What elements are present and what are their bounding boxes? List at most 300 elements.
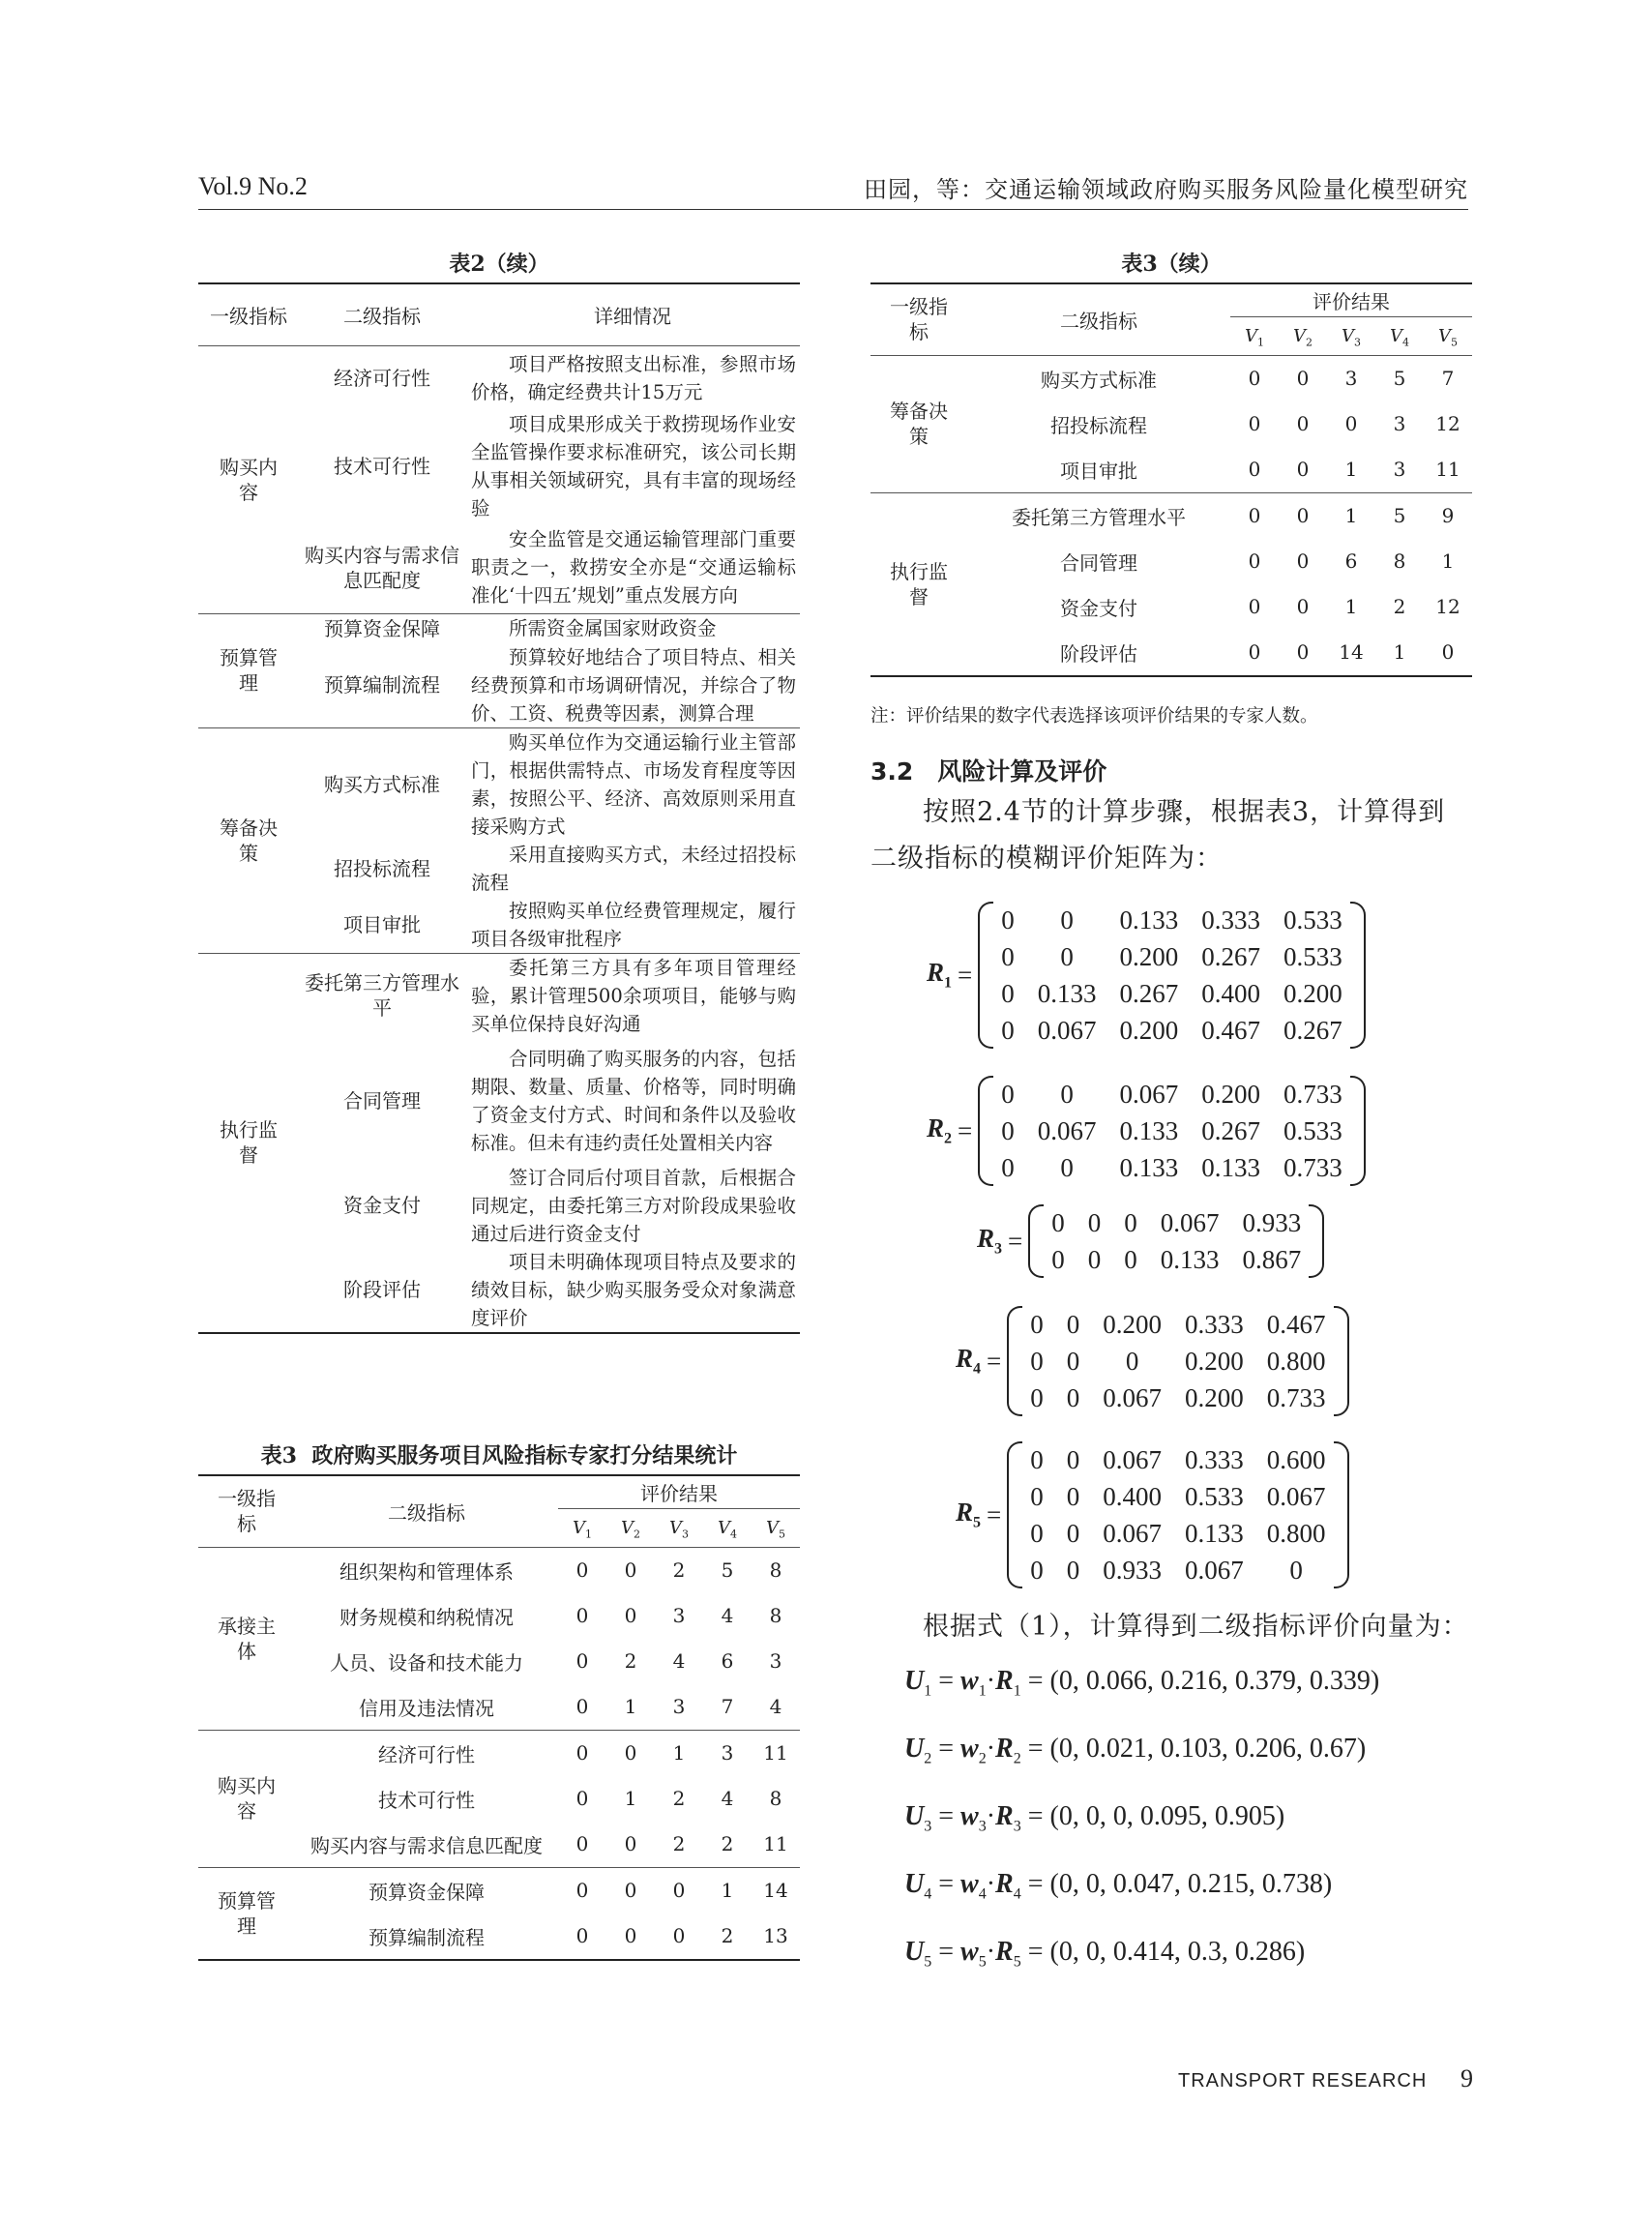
t3-header-v bbox=[1279, 316, 1327, 355]
t3-row bbox=[198, 1867, 800, 1914]
t3-score: 3 bbox=[721, 1741, 734, 1765]
matrix-cell: 0 bbox=[1030, 1444, 1044, 1474]
vector-symbol: R bbox=[995, 1734, 1014, 1764]
v-sub: 2 bbox=[1306, 336, 1313, 349]
t3-score: 1 bbox=[624, 1787, 637, 1810]
table2 bbox=[198, 282, 800, 1334]
t3-score: 0 bbox=[575, 1924, 589, 1947]
t3-item: 招投标流程 bbox=[1050, 413, 1147, 437]
t2-detail bbox=[465, 1038, 800, 1164]
running-header-volume: Vol.9 No.2 bbox=[198, 172, 308, 200]
v-label: $V_1$ bbox=[573, 1517, 592, 1541]
matrix-body bbox=[1028, 1204, 1324, 1278]
t3-score: 0 bbox=[558, 1684, 606, 1731]
t2-detail bbox=[465, 897, 800, 954]
matrix-cell: 0 bbox=[1066, 1382, 1080, 1412]
t2-item: 阶段评估 bbox=[299, 1248, 465, 1333]
vector-U4: $U_4 = w_4\cdot R_4 = (0$, 0, 0.047, 0.215, 0.738) bbox=[904, 1869, 1333, 1903]
t3-group-name: 执行监督 bbox=[890, 559, 948, 608]
t3-score: 1 bbox=[606, 1684, 655, 1731]
matrix-symbol: R bbox=[956, 1344, 974, 1374]
table3-caption bbox=[198, 1439, 800, 1469]
matrix-label bbox=[927, 958, 952, 992]
t2-group-name: 筹备决策 bbox=[198, 727, 299, 953]
matrix-cell: 0 bbox=[1051, 1207, 1065, 1237]
vector-subscript: 1 bbox=[1013, 1682, 1021, 1700]
table3-note: 注：评价结果的数字代表选择该项评价结果的专家人数。 bbox=[870, 706, 1318, 727]
t3-score: 4 bbox=[721, 1787, 734, 1810]
vector-subscript: 2 bbox=[924, 1750, 932, 1767]
t3-header-v bbox=[703, 1508, 752, 1547]
matrix-table bbox=[1040, 1204, 1313, 1278]
matrix-cell: 0.067 bbox=[1119, 1079, 1179, 1109]
matrix-cell: 0 bbox=[1060, 1152, 1074, 1182]
t3-score: 4 bbox=[752, 1684, 800, 1731]
table2-caption: 表2（续） bbox=[449, 252, 549, 277]
t3-score: 3 bbox=[1393, 412, 1406, 435]
t3-score: 0 bbox=[1296, 640, 1310, 664]
equals-sign: = bbox=[958, 1115, 973, 1145]
t3-header-v bbox=[1375, 316, 1424, 355]
t3-group-name: 筹备决策 bbox=[870, 355, 967, 492]
matrix-cell: 0.133 bbox=[1185, 1518, 1244, 1548]
matrix-row bbox=[989, 1076, 1354, 1112]
matrix-cell: 0 bbox=[1060, 941, 1074, 971]
matrix-cell: 0.267 bbox=[1201, 1115, 1260, 1145]
right-bracket bbox=[1350, 902, 1366, 1049]
left-bracket bbox=[978, 1076, 993, 1186]
table3-caption-title: 政府购买服务项目风险指标专家打分结果统计 bbox=[311, 1443, 738, 1468]
v-label: $V_4$ bbox=[718, 1517, 737, 1541]
matrix-symbol: R bbox=[977, 1224, 995, 1254]
t2-detail bbox=[465, 522, 800, 614]
vector-symbol: U bbox=[904, 1937, 925, 1967]
vector-subscript: 3 bbox=[978, 1818, 987, 1835]
t3-score: 8 bbox=[769, 1604, 782, 1627]
vector-subscript: 1 bbox=[978, 1682, 987, 1700]
vector-symbol: R bbox=[995, 1666, 1014, 1696]
t3-item: 阶段评估 bbox=[1060, 641, 1137, 666]
t3-score: 4 bbox=[721, 1604, 734, 1627]
t3-header-result: 评价结果 bbox=[558, 1475, 800, 1508]
t3-score: 11 bbox=[763, 1741, 788, 1765]
matrix-symbol: R bbox=[927, 1113, 945, 1143]
t3-score: 14 bbox=[763, 1879, 788, 1902]
matrix-cell: 0.067 bbox=[1037, 1015, 1097, 1045]
v-sub: 4 bbox=[1402, 336, 1409, 349]
t3-item: 技术可行性 bbox=[378, 1788, 475, 1812]
t3-group-name: 预算管理 bbox=[218, 1888, 276, 1938]
t3-score: 0 bbox=[575, 1649, 589, 1673]
matrix-cell: 0.133 bbox=[1037, 978, 1097, 1008]
t3-item: 项目审批 bbox=[967, 447, 1230, 493]
matrix-cell: 0 bbox=[1051, 1244, 1065, 1274]
matrix-cell: 0.067 bbox=[1103, 1382, 1162, 1412]
matrix-cell: 0 bbox=[1060, 905, 1074, 934]
matrix-cell: 0.600 bbox=[1266, 1444, 1326, 1474]
t3-score: 6 bbox=[721, 1649, 734, 1673]
page-number: 9 bbox=[1460, 2064, 1473, 2092]
t3-score: 7 bbox=[703, 1684, 752, 1731]
t3-score: 0 bbox=[1248, 412, 1261, 435]
equals-sign: = bbox=[1008, 1226, 1023, 1256]
matrix-cell: 0.067 bbox=[1185, 1555, 1244, 1585]
t3-score: 0 bbox=[558, 1822, 606, 1868]
matrix-cell: 0 bbox=[1125, 1346, 1139, 1376]
matrix-cell: 0.200 bbox=[1201, 1079, 1260, 1109]
t2-item: 合同管理 bbox=[343, 1088, 421, 1112]
v-sub: 3 bbox=[1354, 336, 1361, 349]
t3-score: 1 bbox=[1327, 447, 1375, 493]
t2-detail bbox=[465, 1164, 800, 1248]
t2-detail bbox=[465, 727, 800, 841]
matrix-cell: 0.733 bbox=[1283, 1152, 1342, 1182]
t3-score: 2 bbox=[703, 1822, 752, 1868]
t3-score: 3 bbox=[1344, 367, 1358, 390]
t3-score: 1 bbox=[1344, 504, 1358, 527]
vector-U1: $U_1 = w_1\cdot R_1 = (0$, 0.066, 0.216, 0.379, 0.339) bbox=[904, 1666, 1380, 1700]
equals-sign: = bbox=[987, 1346, 1002, 1376]
matrix-cell: 0.133 bbox=[1201, 1152, 1260, 1182]
t3-score: 0 bbox=[624, 1879, 637, 1902]
matrix-cell: 0.533 bbox=[1283, 905, 1342, 934]
t3-score: 3 bbox=[769, 1649, 782, 1673]
t3-row bbox=[198, 1730, 800, 1776]
t3-item: 购买内容与需求信息匹配度 bbox=[295, 1822, 558, 1868]
matrix-cell: 0.867 bbox=[1242, 1244, 1302, 1274]
v-label: $V_3$ bbox=[669, 1517, 689, 1541]
matrix-cell: 0 bbox=[1030, 1518, 1044, 1548]
matrix-row bbox=[1018, 1441, 1337, 1478]
matrix-row bbox=[1018, 1552, 1337, 1588]
t3-score: 0 bbox=[624, 1604, 637, 1627]
matrix-cell: 0 bbox=[1001, 978, 1015, 1008]
t3-score: 0 bbox=[1296, 367, 1310, 390]
matrix-cell: 0 bbox=[1001, 1079, 1015, 1109]
vector-symbol: U bbox=[904, 1734, 925, 1764]
t2-detail-text: 安全监管是交通运输管理部门重要职责之一，救捞安全亦是“交通运输标准化‘十四五’规划”重点发展方向 bbox=[471, 528, 796, 607]
matrix-R2 bbox=[927, 1076, 1366, 1186]
left-bracket bbox=[978, 902, 993, 1049]
t3-header-v bbox=[606, 1508, 655, 1547]
t3-score: 6 bbox=[1344, 549, 1358, 573]
left-bracket bbox=[1007, 1441, 1022, 1588]
t3-score: 0 bbox=[575, 1558, 589, 1582]
v-label: $V_2$ bbox=[1293, 325, 1313, 349]
matrix-label bbox=[956, 1344, 981, 1378]
t2-detail-text: 委托第三方具有多年项目管理经验，累计管理500余项项目，能够与购买单位保持良好沟通 bbox=[471, 956, 796, 1035]
matrix-cell: 0.733 bbox=[1266, 1382, 1326, 1412]
matrix-cell: 0.267 bbox=[1119, 978, 1179, 1008]
table3-caption-number: 表3 bbox=[260, 1443, 297, 1468]
v-label: $V_3$ bbox=[1342, 325, 1361, 349]
t3-item: 资金支付 bbox=[1060, 596, 1137, 620]
t3-score: 0 bbox=[575, 1879, 589, 1902]
t3-score: 1 bbox=[1441, 549, 1455, 573]
matrix-label bbox=[956, 1498, 981, 1531]
vector-subscript: 2 bbox=[978, 1750, 987, 1767]
t2-header-detail: 详细情况 bbox=[594, 304, 671, 328]
matrix-cell: 0 bbox=[1001, 1015, 1015, 1045]
vector-subscript: 3 bbox=[924, 1818, 932, 1835]
matrix-table bbox=[989, 902, 1354, 1049]
matrix-cell: 0 bbox=[1124, 1207, 1137, 1237]
t3-item: 预算资金保障 bbox=[369, 1880, 485, 1904]
t2-item: 资金支付 bbox=[343, 1194, 421, 1217]
t3-score: 2 bbox=[721, 1924, 734, 1947]
t3-score: 2 bbox=[1393, 595, 1406, 618]
t3-score: 0 bbox=[575, 1787, 589, 1810]
matrix-symbol: R bbox=[956, 1498, 974, 1528]
t3-header-row bbox=[870, 283, 1472, 316]
right-bracket bbox=[1350, 1076, 1366, 1186]
matrix-R3 bbox=[977, 1204, 1324, 1278]
equals-sign: = bbox=[958, 960, 973, 990]
matrix-cell: 0.067 bbox=[1103, 1518, 1162, 1548]
t2-item: 经济可行性 bbox=[334, 366, 430, 390]
right-bracket bbox=[1334, 1441, 1349, 1588]
t2-row bbox=[198, 953, 800, 1038]
table3-cont-caption: 表3（续） bbox=[1121, 252, 1222, 277]
vector-subscript: 3 bbox=[1013, 1818, 1021, 1835]
matrix-cell: 0.533 bbox=[1185, 1481, 1244, 1511]
t3-score: 0 bbox=[1296, 504, 1310, 527]
vector-value: (0, 0, 0.047, 0.215, 0.738) bbox=[1049, 1869, 1333, 1899]
matrix-cell: 0.333 bbox=[1201, 905, 1260, 934]
t2-item: 预算资金保障 bbox=[324, 616, 440, 640]
t2-detail bbox=[465, 410, 800, 522]
v-sub: 1 bbox=[585, 1528, 592, 1541]
t3-row bbox=[198, 1547, 800, 1593]
matrix-cell: 0.067 bbox=[1266, 1481, 1326, 1511]
matrix-cell: 0 bbox=[1066, 1555, 1080, 1585]
t3-row bbox=[870, 492, 1472, 539]
matrix-row bbox=[989, 1012, 1354, 1049]
t3-score: 8 bbox=[1393, 549, 1406, 573]
table3-part2 bbox=[870, 282, 1472, 677]
matrix-cell: 0.733 bbox=[1283, 1079, 1342, 1109]
matrix-cell: 0.200 bbox=[1119, 941, 1179, 971]
t3-score: 0 bbox=[624, 1741, 637, 1765]
matrix-row bbox=[989, 975, 1354, 1012]
vector-U5: $U_5 = w_5\cdot R_5 = (0$, 0, 0.414, 0.3, 0.286) bbox=[904, 1937, 1306, 1971]
vector-symbol: R bbox=[995, 1869, 1014, 1899]
t3-score: 0 bbox=[672, 1879, 686, 1902]
matrix-symbol: R bbox=[927, 958, 945, 988]
footer-journal: TRANSPORT RESEARCH bbox=[1178, 2070, 1428, 2092]
t3-score: 8 bbox=[769, 1558, 782, 1582]
t2-row bbox=[198, 345, 800, 410]
matrix-cell: 0 bbox=[1001, 1152, 1015, 1182]
vector-value: (0, 0.066, 0.216, 0.379, 0.339) bbox=[1049, 1666, 1380, 1696]
left-bracket bbox=[1007, 1306, 1022, 1416]
vector-subscript: 5 bbox=[1013, 1953, 1021, 1971]
t3-score: 0 bbox=[624, 1558, 637, 1582]
matrix-cell: 0.333 bbox=[1185, 1444, 1244, 1474]
t3-score: 5 bbox=[721, 1558, 734, 1582]
t3-item: 合同管理 bbox=[1060, 550, 1137, 575]
matrix-subscript: 4 bbox=[973, 1360, 982, 1378]
t3-score: 3 bbox=[672, 1604, 686, 1627]
matrix-cell: 0 bbox=[1060, 1079, 1074, 1109]
t3-score: 0 bbox=[672, 1924, 686, 1947]
t2-detail bbox=[465, 613, 800, 643]
t3-score: 0 bbox=[1248, 504, 1261, 527]
t3-header-level2: 二级指标 bbox=[967, 283, 1230, 355]
t2-header-level2: 二级指标 bbox=[343, 304, 421, 328]
t3-score: 5 bbox=[1393, 504, 1406, 527]
t2-header-level1: 一级指标 bbox=[210, 304, 287, 328]
v-label: $V_4$ bbox=[1390, 325, 1409, 349]
matrix-cell: 0.933 bbox=[1242, 1207, 1302, 1237]
section-paragraph-2: 根据式（1），计算得到二级指标评价向量为： bbox=[923, 1612, 1469, 1642]
vector-subscript: 4 bbox=[978, 1885, 987, 1903]
t3-score: 9 bbox=[1441, 504, 1455, 527]
t3-score: 0 bbox=[1279, 447, 1327, 493]
vector-symbol: w bbox=[960, 1666, 979, 1696]
section-paragraph-1: 按照2.4节的计算步骤，根据表3，计算得到二级指标的模糊评价矩阵为： bbox=[870, 797, 1446, 874]
t2-detail bbox=[465, 1248, 800, 1333]
t3-score: 0 bbox=[1296, 595, 1310, 618]
matrix-cell: 0.267 bbox=[1283, 1015, 1342, 1045]
matrix-cell: 0.133 bbox=[1119, 1115, 1179, 1145]
t3-score: 4 bbox=[672, 1649, 686, 1673]
matrix-table bbox=[989, 1076, 1354, 1186]
t3-score: 2 bbox=[672, 1558, 686, 1582]
equals-sign: = bbox=[987, 1499, 1002, 1529]
matrix-row bbox=[1018, 1306, 1337, 1343]
vector-symbol: w bbox=[960, 1734, 979, 1764]
vector-symbol: U bbox=[904, 1801, 925, 1831]
t2-group-name: 购买内容 bbox=[198, 345, 299, 613]
matrix-subscript: 5 bbox=[973, 1514, 982, 1531]
vector-symbol: w bbox=[960, 1869, 979, 1899]
matrix-cell: 0 bbox=[1030, 1309, 1044, 1339]
t2-item: 委托第三方管理水平 bbox=[305, 971, 459, 1020]
t3-header-v bbox=[558, 1508, 606, 1547]
vector-value: (0, 0, 0, 0.095, 0.905) bbox=[1049, 1801, 1285, 1831]
matrix-subscript: 1 bbox=[944, 974, 953, 992]
t2-detail-text: 按照购买单位经费管理规定，履行项目各级审批程序 bbox=[471, 899, 796, 950]
t2-detail-text: 签订合同后付项目首款，后根据合同规定，由委托第三方对阶段成果验收通过后进行资金支付 bbox=[471, 1166, 796, 1245]
matrix-cell: 0.200 bbox=[1185, 1346, 1244, 1376]
t3-header-v bbox=[1230, 316, 1279, 355]
matrix-cell: 0 bbox=[1066, 1309, 1080, 1339]
matrix-cell: 0.067 bbox=[1160, 1207, 1220, 1237]
v-sub: 5 bbox=[1451, 336, 1458, 349]
vector-symbol: U bbox=[904, 1869, 925, 1899]
t3-score: 0 bbox=[1296, 549, 1310, 573]
matrix-cell: 0 bbox=[1066, 1346, 1080, 1376]
vector-subscript: 4 bbox=[924, 1885, 932, 1903]
matrix-body bbox=[978, 902, 1366, 1049]
t3-score: 5 bbox=[1393, 367, 1406, 390]
t2-item: 项目审批 bbox=[299, 897, 465, 954]
t2-detail-text: 项目未明确体现项目特点及要求的绩效目标，缺少购买服务受众对象满意度评价 bbox=[471, 1250, 796, 1329]
t3-item: 组织架构和管理体系 bbox=[339, 1559, 514, 1584]
t3-header-level1: 一级指标 bbox=[198, 1475, 295, 1547]
right-bracket bbox=[1334, 1306, 1349, 1416]
t3-score: 0 bbox=[575, 1741, 589, 1765]
matrix-body bbox=[978, 1076, 1366, 1186]
t3-score: 1 bbox=[1393, 640, 1406, 664]
matrix-cell: 0 bbox=[1066, 1444, 1080, 1474]
t2-group-name: 执行监督 bbox=[198, 953, 299, 1333]
section-heading: 3.2 风险计算及评价 bbox=[870, 757, 1107, 786]
matrix-cell: 0.533 bbox=[1283, 941, 1342, 971]
matrix-cell: 0.400 bbox=[1103, 1481, 1162, 1511]
t3-score: 2 bbox=[672, 1787, 686, 1810]
matrix-R4 bbox=[956, 1306, 1349, 1416]
t2-item: 招投标流程 bbox=[334, 856, 430, 880]
header-rule bbox=[198, 209, 1468, 210]
t3-header-v bbox=[752, 1508, 800, 1547]
matrix-cell: 0 bbox=[1066, 1518, 1080, 1548]
matrix-cell: 0.800 bbox=[1266, 1518, 1326, 1548]
vector-subscript: 5 bbox=[924, 1953, 932, 1971]
t3-score: 0 bbox=[575, 1604, 589, 1627]
t3-score: 0 bbox=[1248, 367, 1261, 390]
matrix-cell: 0.267 bbox=[1201, 941, 1260, 971]
matrix-cell: 0.200 bbox=[1185, 1382, 1244, 1412]
matrix-cell: 0.067 bbox=[1103, 1444, 1162, 1474]
t3-header-v bbox=[1424, 316, 1472, 355]
t2-detail-text: 所需资金属国家财政资金 bbox=[509, 617, 717, 639]
v-sub: 1 bbox=[1257, 336, 1264, 349]
t3-score: 12 bbox=[1435, 412, 1460, 435]
t3-score: 0 bbox=[1230, 447, 1279, 493]
t2-detail bbox=[465, 643, 800, 728]
vector-value: (0, 0.021, 0.103, 0.206, 0.67) bbox=[1049, 1734, 1367, 1764]
matrix-cell: 0.067 bbox=[1037, 1115, 1097, 1145]
t3-score: 0 bbox=[1248, 595, 1261, 618]
matrix-R5 bbox=[956, 1441, 1349, 1588]
vector-U2: $U_2 = w_2\cdot R_2 = (0$, 0.021, 0.103, 0.206, 0.67) bbox=[904, 1734, 1367, 1767]
t3-score: 11 bbox=[752, 1822, 800, 1868]
t3-header-level2: 二级指标 bbox=[295, 1475, 558, 1547]
t3-score: 8 bbox=[769, 1787, 782, 1810]
t3-score: 2 bbox=[655, 1822, 703, 1868]
v-sub: 3 bbox=[682, 1528, 689, 1541]
t3-score: 0 bbox=[1248, 640, 1261, 664]
vector-subscript: 2 bbox=[1013, 1750, 1021, 1767]
t3-item: 人员、设备和技术能力 bbox=[330, 1650, 523, 1675]
t2-detail bbox=[465, 345, 800, 410]
vector-symbol: U bbox=[904, 1666, 925, 1696]
t3-score: 7 bbox=[1441, 367, 1455, 390]
vector-subscript: 5 bbox=[978, 1953, 987, 1971]
t2-detail-text: 项目严格按照支出标准，参照市场价格，确定经费共计15万元 bbox=[471, 352, 796, 403]
t3-score: 0 bbox=[606, 1822, 655, 1868]
matrix-cell: 0 bbox=[1087, 1244, 1102, 1274]
t3-row bbox=[870, 355, 1472, 401]
matrix-row bbox=[1018, 1343, 1337, 1380]
v-sub: 2 bbox=[634, 1528, 640, 1541]
matrix-row bbox=[1018, 1478, 1337, 1515]
vector-subscript: 1 bbox=[924, 1682, 932, 1700]
matrix-table bbox=[1018, 1306, 1337, 1416]
matrix-cell: 0.200 bbox=[1103, 1309, 1162, 1339]
matrix-row bbox=[989, 938, 1354, 975]
t3-score: 13 bbox=[763, 1924, 788, 1947]
matrix-cell: 0 bbox=[1001, 905, 1015, 934]
t3-item: 经济可行性 bbox=[378, 1742, 475, 1766]
t2-item: 购买内容与需求信息匹配度 bbox=[299, 522, 465, 614]
t2-detail-text: 购买单位作为交通运输行业主管部门，根据供需特点、市场发育程度等因素，按照公平、经济、高效原则采用直接采购方式 bbox=[471, 730, 796, 838]
t3-header-level1: 一级指标 bbox=[870, 283, 967, 355]
right-bracket bbox=[1309, 1204, 1324, 1278]
t3-item: 财务规模和纳税情况 bbox=[339, 1605, 514, 1629]
